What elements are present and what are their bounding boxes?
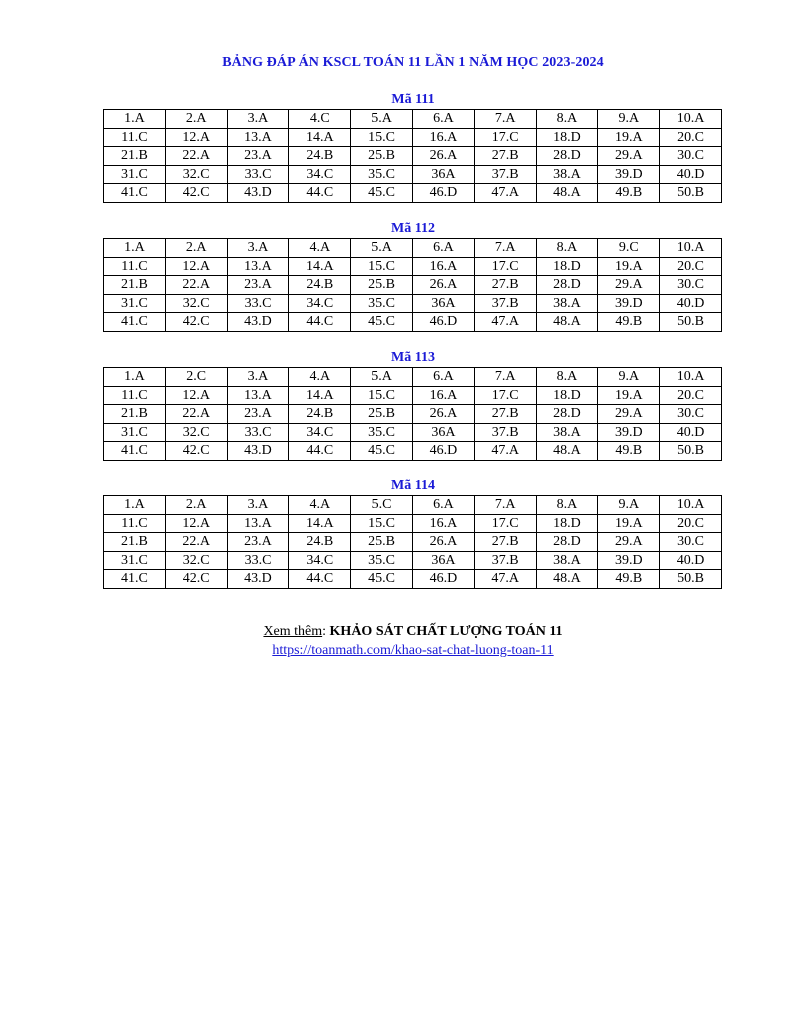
see-more-label: Xem thêm bbox=[263, 624, 323, 639]
answer-cell: 18.D bbox=[536, 257, 598, 276]
exam-code-heading-112: Mã 112 bbox=[391, 221, 435, 236]
answer-cell: 46.D bbox=[412, 442, 474, 461]
answer-cell: 19.A bbox=[598, 514, 660, 533]
answer-cell: 49.B bbox=[598, 442, 660, 461]
answer-cell: 20.C bbox=[660, 128, 722, 147]
answer-cell: 31.C bbox=[104, 551, 166, 570]
answer-cell: 31.C bbox=[104, 423, 166, 442]
answer-cell: 27.B bbox=[474, 405, 536, 424]
answer-cell: 37.B bbox=[474, 551, 536, 570]
answer-cell: 17.C bbox=[474, 257, 536, 276]
answer-row bbox=[104, 496, 722, 515]
answer-cell: 4.C bbox=[289, 110, 351, 129]
answer-cell: 48.A bbox=[536, 570, 598, 589]
answer-cell: 9.C bbox=[598, 239, 660, 258]
answer-cell: 34.C bbox=[289, 165, 351, 184]
answer-cell: 5.C bbox=[351, 496, 413, 515]
answer-cell: 46.D bbox=[412, 570, 474, 589]
see-more-separator: : bbox=[322, 624, 330, 639]
answer-cell: 26.A bbox=[412, 533, 474, 552]
answer-cell: 4.A bbox=[289, 368, 351, 387]
answer-cell: 16.A bbox=[412, 514, 474, 533]
answer-cell: 21.B bbox=[104, 147, 166, 166]
answer-cell: 19.A bbox=[598, 128, 660, 147]
answer-table-112 bbox=[103, 238, 722, 332]
answer-cell: 37.B bbox=[474, 423, 536, 442]
answer-cell: 47.A bbox=[474, 184, 536, 203]
answer-cell: 38.A bbox=[536, 551, 598, 570]
answer-cell: 40.D bbox=[660, 551, 722, 570]
answer-cell: 10.A bbox=[660, 239, 722, 258]
answer-cell: 19.A bbox=[598, 386, 660, 405]
answer-cell: 22.A bbox=[165, 533, 227, 552]
answer-cell: 32.C bbox=[165, 294, 227, 313]
answer-cell: 12.A bbox=[165, 128, 227, 147]
answer-cell: 34.C bbox=[289, 551, 351, 570]
answer-cell: 40.D bbox=[660, 294, 722, 313]
answer-cell: 48.A bbox=[536, 184, 598, 203]
answer-cell: 46.D bbox=[412, 313, 474, 332]
answer-cell: 28.D bbox=[536, 276, 598, 295]
answer-cell: 44.C bbox=[289, 313, 351, 332]
answer-cell: 18.D bbox=[536, 128, 598, 147]
answer-cell: 18.D bbox=[536, 386, 598, 405]
answer-cell: 16.A bbox=[412, 386, 474, 405]
answer-row bbox=[104, 405, 722, 424]
answer-cell: 7.A bbox=[474, 110, 536, 129]
answer-cell: 30.C bbox=[660, 405, 722, 424]
answer-cell: 39.D bbox=[598, 551, 660, 570]
exam-code-heading-114: Mã 114 bbox=[391, 478, 435, 493]
answer-cell: 12.A bbox=[165, 386, 227, 405]
answer-row bbox=[104, 570, 722, 589]
answer-cell: 30.C bbox=[660, 276, 722, 295]
answer-cell: 32.C bbox=[165, 423, 227, 442]
answer-cell: 15.C bbox=[351, 386, 413, 405]
answer-row bbox=[104, 294, 722, 313]
answer-row bbox=[104, 368, 722, 387]
answer-cell: 39.D bbox=[598, 294, 660, 313]
answer-cell: 6.A bbox=[412, 368, 474, 387]
answer-cell: 29.A bbox=[598, 147, 660, 166]
answer-cell: 23.A bbox=[227, 533, 289, 552]
answer-cell: 5.A bbox=[351, 368, 413, 387]
answer-cell: 42.C bbox=[165, 313, 227, 332]
answer-cell: 44.C bbox=[289, 184, 351, 203]
answer-cell: 19.A bbox=[598, 257, 660, 276]
answer-cell: 31.C bbox=[104, 294, 166, 313]
answer-cell: 44.C bbox=[289, 442, 351, 461]
answer-cell: 2.C bbox=[165, 368, 227, 387]
answer-cell: 33.C bbox=[227, 294, 289, 313]
answer-row bbox=[104, 276, 722, 295]
answer-cell: 23.A bbox=[227, 147, 289, 166]
answer-row bbox=[104, 533, 722, 552]
answer-cell: 4.A bbox=[289, 496, 351, 515]
answer-cell: 47.A bbox=[474, 570, 536, 589]
answer-cell: 28.D bbox=[536, 533, 598, 552]
answer-cell: 35.C bbox=[351, 165, 413, 184]
answer-cell: 50.B bbox=[660, 570, 722, 589]
answer-cell: 15.C bbox=[351, 257, 413, 276]
answer-cell: 3.A bbox=[227, 368, 289, 387]
answer-cell: 15.C bbox=[351, 514, 413, 533]
answer-row bbox=[104, 423, 722, 442]
answer-cell: 2.A bbox=[165, 496, 227, 515]
answer-cell: 32.C bbox=[165, 165, 227, 184]
answer-row bbox=[104, 239, 722, 258]
answer-cell: 45.C bbox=[351, 184, 413, 203]
answer-cell: 14.A bbox=[289, 386, 351, 405]
answer-cell: 8.A bbox=[536, 496, 598, 515]
answer-cell: 41.C bbox=[104, 313, 166, 332]
answer-row bbox=[104, 257, 722, 276]
answer-cell: 23.A bbox=[227, 276, 289, 295]
answer-cell: 47.A bbox=[474, 442, 536, 461]
answer-cell: 8.A bbox=[536, 368, 598, 387]
answer-cell: 49.B bbox=[598, 184, 660, 203]
answer-cell: 11.C bbox=[104, 514, 166, 533]
answer-row bbox=[104, 165, 722, 184]
answer-cell: 21.B bbox=[104, 405, 166, 424]
answer-cell: 38.A bbox=[536, 294, 598, 313]
answer-cell: 37.B bbox=[474, 294, 536, 313]
answer-cell: 42.C bbox=[165, 442, 227, 461]
answer-cell: 40.D bbox=[660, 423, 722, 442]
answer-row bbox=[104, 514, 722, 533]
answer-cell: 25.B bbox=[351, 405, 413, 424]
answer-cell: 48.A bbox=[536, 313, 598, 332]
answer-cell: 26.A bbox=[412, 147, 474, 166]
answer-cell: 37.B bbox=[474, 165, 536, 184]
answer-row bbox=[104, 184, 722, 203]
answer-cell: 15.C bbox=[351, 128, 413, 147]
answer-cell: 21.B bbox=[104, 533, 166, 552]
answer-cell: 18.D bbox=[536, 514, 598, 533]
answer-cell: 42.C bbox=[165, 184, 227, 203]
answer-cell: 33.C bbox=[227, 423, 289, 442]
answer-cell: 21.B bbox=[104, 276, 166, 295]
answer-cell: 20.C bbox=[660, 257, 722, 276]
answer-cell: 39.D bbox=[598, 423, 660, 442]
answer-cell: 8.A bbox=[536, 110, 598, 129]
answer-cell: 48.A bbox=[536, 442, 598, 461]
answer-cell: 5.A bbox=[351, 110, 413, 129]
answer-cell: 47.A bbox=[474, 313, 536, 332]
answer-cell: 26.A bbox=[412, 276, 474, 295]
answer-cell: 41.C bbox=[104, 184, 166, 203]
answer-cell: 41.C bbox=[104, 442, 166, 461]
answer-cell: 10.A bbox=[660, 496, 722, 515]
answer-cell: 13.A bbox=[227, 514, 289, 533]
answer-cell: 12.A bbox=[165, 257, 227, 276]
answer-cell: 43.D bbox=[227, 570, 289, 589]
answer-cell: 24.B bbox=[289, 533, 351, 552]
answer-cell: 49.B bbox=[598, 313, 660, 332]
answer-cell: 23.A bbox=[227, 405, 289, 424]
answer-cell: 13.A bbox=[227, 386, 289, 405]
answer-cell: 9.A bbox=[598, 110, 660, 129]
answer-cell: 4.A bbox=[289, 239, 351, 258]
answer-cell: 45.C bbox=[351, 442, 413, 461]
answer-cell: 45.C bbox=[351, 313, 413, 332]
answer-cell: 44.C bbox=[289, 570, 351, 589]
answer-cell: 30.C bbox=[660, 147, 722, 166]
answer-cell: 40.D bbox=[660, 165, 722, 184]
answer-cell: 6.A bbox=[412, 239, 474, 258]
answer-cell: 10.A bbox=[660, 368, 722, 387]
answer-cell: 22.A bbox=[165, 405, 227, 424]
answer-row bbox=[104, 313, 722, 332]
answer-cell: 1.A bbox=[104, 239, 166, 258]
answer-cell: 11.C bbox=[104, 386, 166, 405]
answer-cell: 1.A bbox=[104, 496, 166, 515]
answer-cell: 34.C bbox=[289, 423, 351, 442]
answer-cell: 16.A bbox=[412, 257, 474, 276]
answer-cell: 36A bbox=[412, 165, 474, 184]
answer-cell: 1.A bbox=[104, 110, 166, 129]
answer-cell: 22.A bbox=[165, 147, 227, 166]
answer-cell: 25.B bbox=[351, 533, 413, 552]
answer-cell: 30.C bbox=[660, 533, 722, 552]
answer-cell: 3.A bbox=[227, 496, 289, 515]
answer-cell: 8.A bbox=[536, 239, 598, 258]
answer-cell: 28.D bbox=[536, 405, 598, 424]
answer-cell: 33.C bbox=[227, 165, 289, 184]
see-more-link[interactable]: https://toanmath.com/khao-sat-chat-luong-toan-11 bbox=[272, 643, 554, 658]
answer-table-111 bbox=[103, 109, 722, 203]
answer-row bbox=[104, 386, 722, 405]
answer-cell: 9.A bbox=[598, 496, 660, 515]
answer-row bbox=[104, 551, 722, 570]
see-more-line bbox=[0, 624, 792, 640]
answer-cell: 36A bbox=[412, 551, 474, 570]
answer-cell: 36A bbox=[412, 294, 474, 313]
answer-row bbox=[104, 442, 722, 461]
answer-cell: 42.C bbox=[165, 570, 227, 589]
answer-cell: 24.B bbox=[289, 405, 351, 424]
answer-cell: 13.A bbox=[227, 128, 289, 147]
answer-cell: 38.A bbox=[536, 165, 598, 184]
answer-cell: 33.C bbox=[227, 551, 289, 570]
answer-cell: 13.A bbox=[227, 257, 289, 276]
see-more-link-line bbox=[0, 643, 792, 659]
answer-cell: 5.A bbox=[351, 239, 413, 258]
answer-cell: 27.B bbox=[474, 276, 536, 295]
answer-cell: 20.C bbox=[660, 386, 722, 405]
answer-cell: 50.B bbox=[660, 313, 722, 332]
answer-cell: 36A bbox=[412, 423, 474, 442]
answer-cell: 24.B bbox=[289, 147, 351, 166]
answer-cell: 1.A bbox=[104, 368, 166, 387]
exam-code-heading-111: Mã 111 bbox=[391, 92, 435, 107]
answer-table-114 bbox=[103, 495, 722, 589]
answer-cell: 2.A bbox=[165, 239, 227, 258]
answer-cell: 27.B bbox=[474, 147, 536, 166]
answer-cell: 11.C bbox=[104, 257, 166, 276]
answer-cell: 10.A bbox=[660, 110, 722, 129]
answer-cell: 17.C bbox=[474, 514, 536, 533]
answer-cell: 26.A bbox=[412, 405, 474, 424]
answer-cell: 46.D bbox=[412, 184, 474, 203]
answer-cell: 3.A bbox=[227, 239, 289, 258]
answer-cell: 17.C bbox=[474, 128, 536, 147]
answer-cell: 31.C bbox=[104, 165, 166, 184]
answer-cell: 28.D bbox=[536, 147, 598, 166]
answer-cell: 12.A bbox=[165, 514, 227, 533]
answer-cell: 16.A bbox=[412, 128, 474, 147]
answer-table-113 bbox=[103, 367, 722, 461]
answer-cell: 27.B bbox=[474, 533, 536, 552]
answer-cell: 25.B bbox=[351, 276, 413, 295]
answer-cell: 14.A bbox=[289, 128, 351, 147]
answer-row bbox=[104, 128, 722, 147]
answer-cell: 29.A bbox=[598, 276, 660, 295]
answer-cell: 50.B bbox=[660, 442, 722, 461]
answer-row bbox=[104, 147, 722, 166]
answer-cell: 24.B bbox=[289, 276, 351, 295]
answer-cell: 7.A bbox=[474, 496, 536, 515]
answer-cell: 14.A bbox=[289, 257, 351, 276]
answer-cell: 20.C bbox=[660, 514, 722, 533]
answer-cell: 11.C bbox=[104, 128, 166, 147]
answer-cell: 38.A bbox=[536, 423, 598, 442]
answer-cell: 3.A bbox=[227, 110, 289, 129]
answer-cell: 2.A bbox=[165, 110, 227, 129]
answer-cell: 49.B bbox=[598, 570, 660, 589]
answer-cell: 17.C bbox=[474, 386, 536, 405]
answer-cell: 6.A bbox=[412, 110, 474, 129]
answer-cell: 25.B bbox=[351, 147, 413, 166]
page-title: BẢNG ĐÁP ÁN KSCL TOÁN 11 LẦN 1 NĂM HỌC 2023-2024 bbox=[222, 55, 604, 70]
answer-cell: 34.C bbox=[289, 294, 351, 313]
answer-cell: 29.A bbox=[598, 533, 660, 552]
answer-cell: 41.C bbox=[104, 570, 166, 589]
answer-row bbox=[104, 110, 722, 129]
answer-cell: 43.D bbox=[227, 442, 289, 461]
answer-cell: 22.A bbox=[165, 276, 227, 295]
answer-cell: 35.C bbox=[351, 294, 413, 313]
answer-cell: 35.C bbox=[351, 551, 413, 570]
answer-cell: 35.C bbox=[351, 423, 413, 442]
answer-cell: 43.D bbox=[227, 313, 289, 332]
answer-cell: 39.D bbox=[598, 165, 660, 184]
answer-cell: 7.A bbox=[474, 368, 536, 387]
answer-cell: 9.A bbox=[598, 368, 660, 387]
answer-cell: 32.C bbox=[165, 551, 227, 570]
answer-cell: 43.D bbox=[227, 184, 289, 203]
answer-cell: 29.A bbox=[598, 405, 660, 424]
answer-cell: 7.A bbox=[474, 239, 536, 258]
see-more-title: KHẢO SÁT CHẤT LƯỢNG TOÁN 11 bbox=[329, 624, 563, 639]
answer-cell: 6.A bbox=[412, 496, 474, 515]
exam-code-heading-113: Mã 113 bbox=[391, 350, 435, 365]
answer-cell: 14.A bbox=[289, 514, 351, 533]
answer-cell: 45.C bbox=[351, 570, 413, 589]
answer-cell: 50.B bbox=[660, 184, 722, 203]
